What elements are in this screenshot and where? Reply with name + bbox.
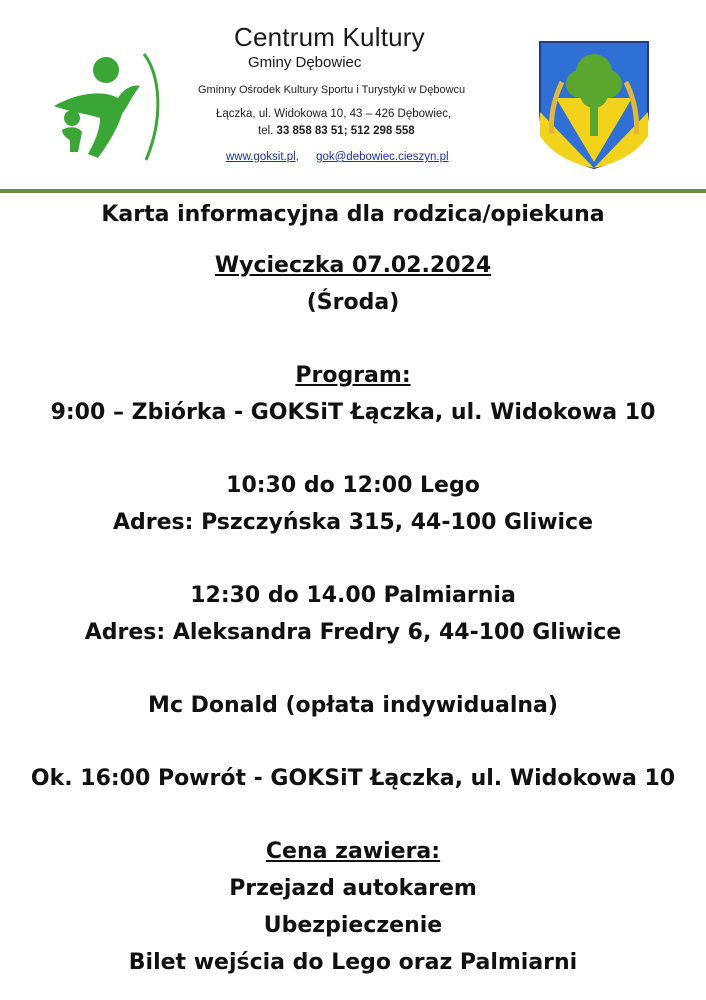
phone-label: tel. [258, 125, 274, 137]
palm-house-time: 12:30 do 14.00 Palmiarnia [190, 583, 516, 608]
org-full-name: Gminny Ośrodek Kultury Sportu i Turystyki w Dębowcu [198, 84, 466, 96]
trip-weekday: (Środa) [306, 290, 400, 315]
price-label: Cena zawiera: [265, 839, 441, 864]
website-link[interactable]: www.goksit.pl [226, 151, 296, 163]
lego-time: 10:30 do 12:00 Lego [226, 473, 480, 498]
trip-date: Wycieczka 07.02.2024 [214, 253, 492, 278]
program-label: Program: [295, 363, 411, 388]
header-divider [0, 189, 706, 193]
include-item: Bilet wejścia do Lego oraz Palmiarni [128, 950, 578, 975]
coat-of-arms-icon [536, 38, 652, 170]
mcdonald-note: Mc Donald (opłata indywidualna) [148, 693, 558, 718]
email-link[interactable]: gok@debowiec.cieszyn.pl [316, 151, 449, 163]
phone-numbers: 33 858 83 51; 512 298 558 [276, 125, 415, 137]
org-phone [258, 125, 415, 137]
lego-address: Adres: Pszczyńska 315, 44-100 Gliwice [112, 510, 594, 535]
org-address: Łączka, ul. Widokowa 10, 43 – 426 Dębowiec, [216, 108, 452, 120]
org-title: Centrum Kultury [234, 22, 425, 52]
link-separator: , [295, 151, 299, 163]
palm-house-address: Adres: Aleksandra Fredry 6, 44-100 Gliwice [84, 620, 622, 645]
letterhead [0, 0, 706, 190]
return-info: Ok. 16:00 Powrót - GOKSiT Łączka, ul. Widokowa 10 [30, 766, 676, 791]
org-links [226, 151, 449, 163]
org-subtitle: Gminy Dębowiec [248, 54, 362, 71]
info-card [0, 196, 706, 981]
include-item: Przejazd autokarem [229, 876, 477, 901]
people-logo-icon [48, 48, 168, 166]
include-item: Ubezpieczenie [263, 913, 443, 938]
meeting-point: 9:00 – Zbiórka - GOKSiT Łączka, ul. Widokowa 10 [50, 400, 656, 425]
card-heading: Karta informacyjna dla rodzica/opiekuna [101, 202, 605, 227]
